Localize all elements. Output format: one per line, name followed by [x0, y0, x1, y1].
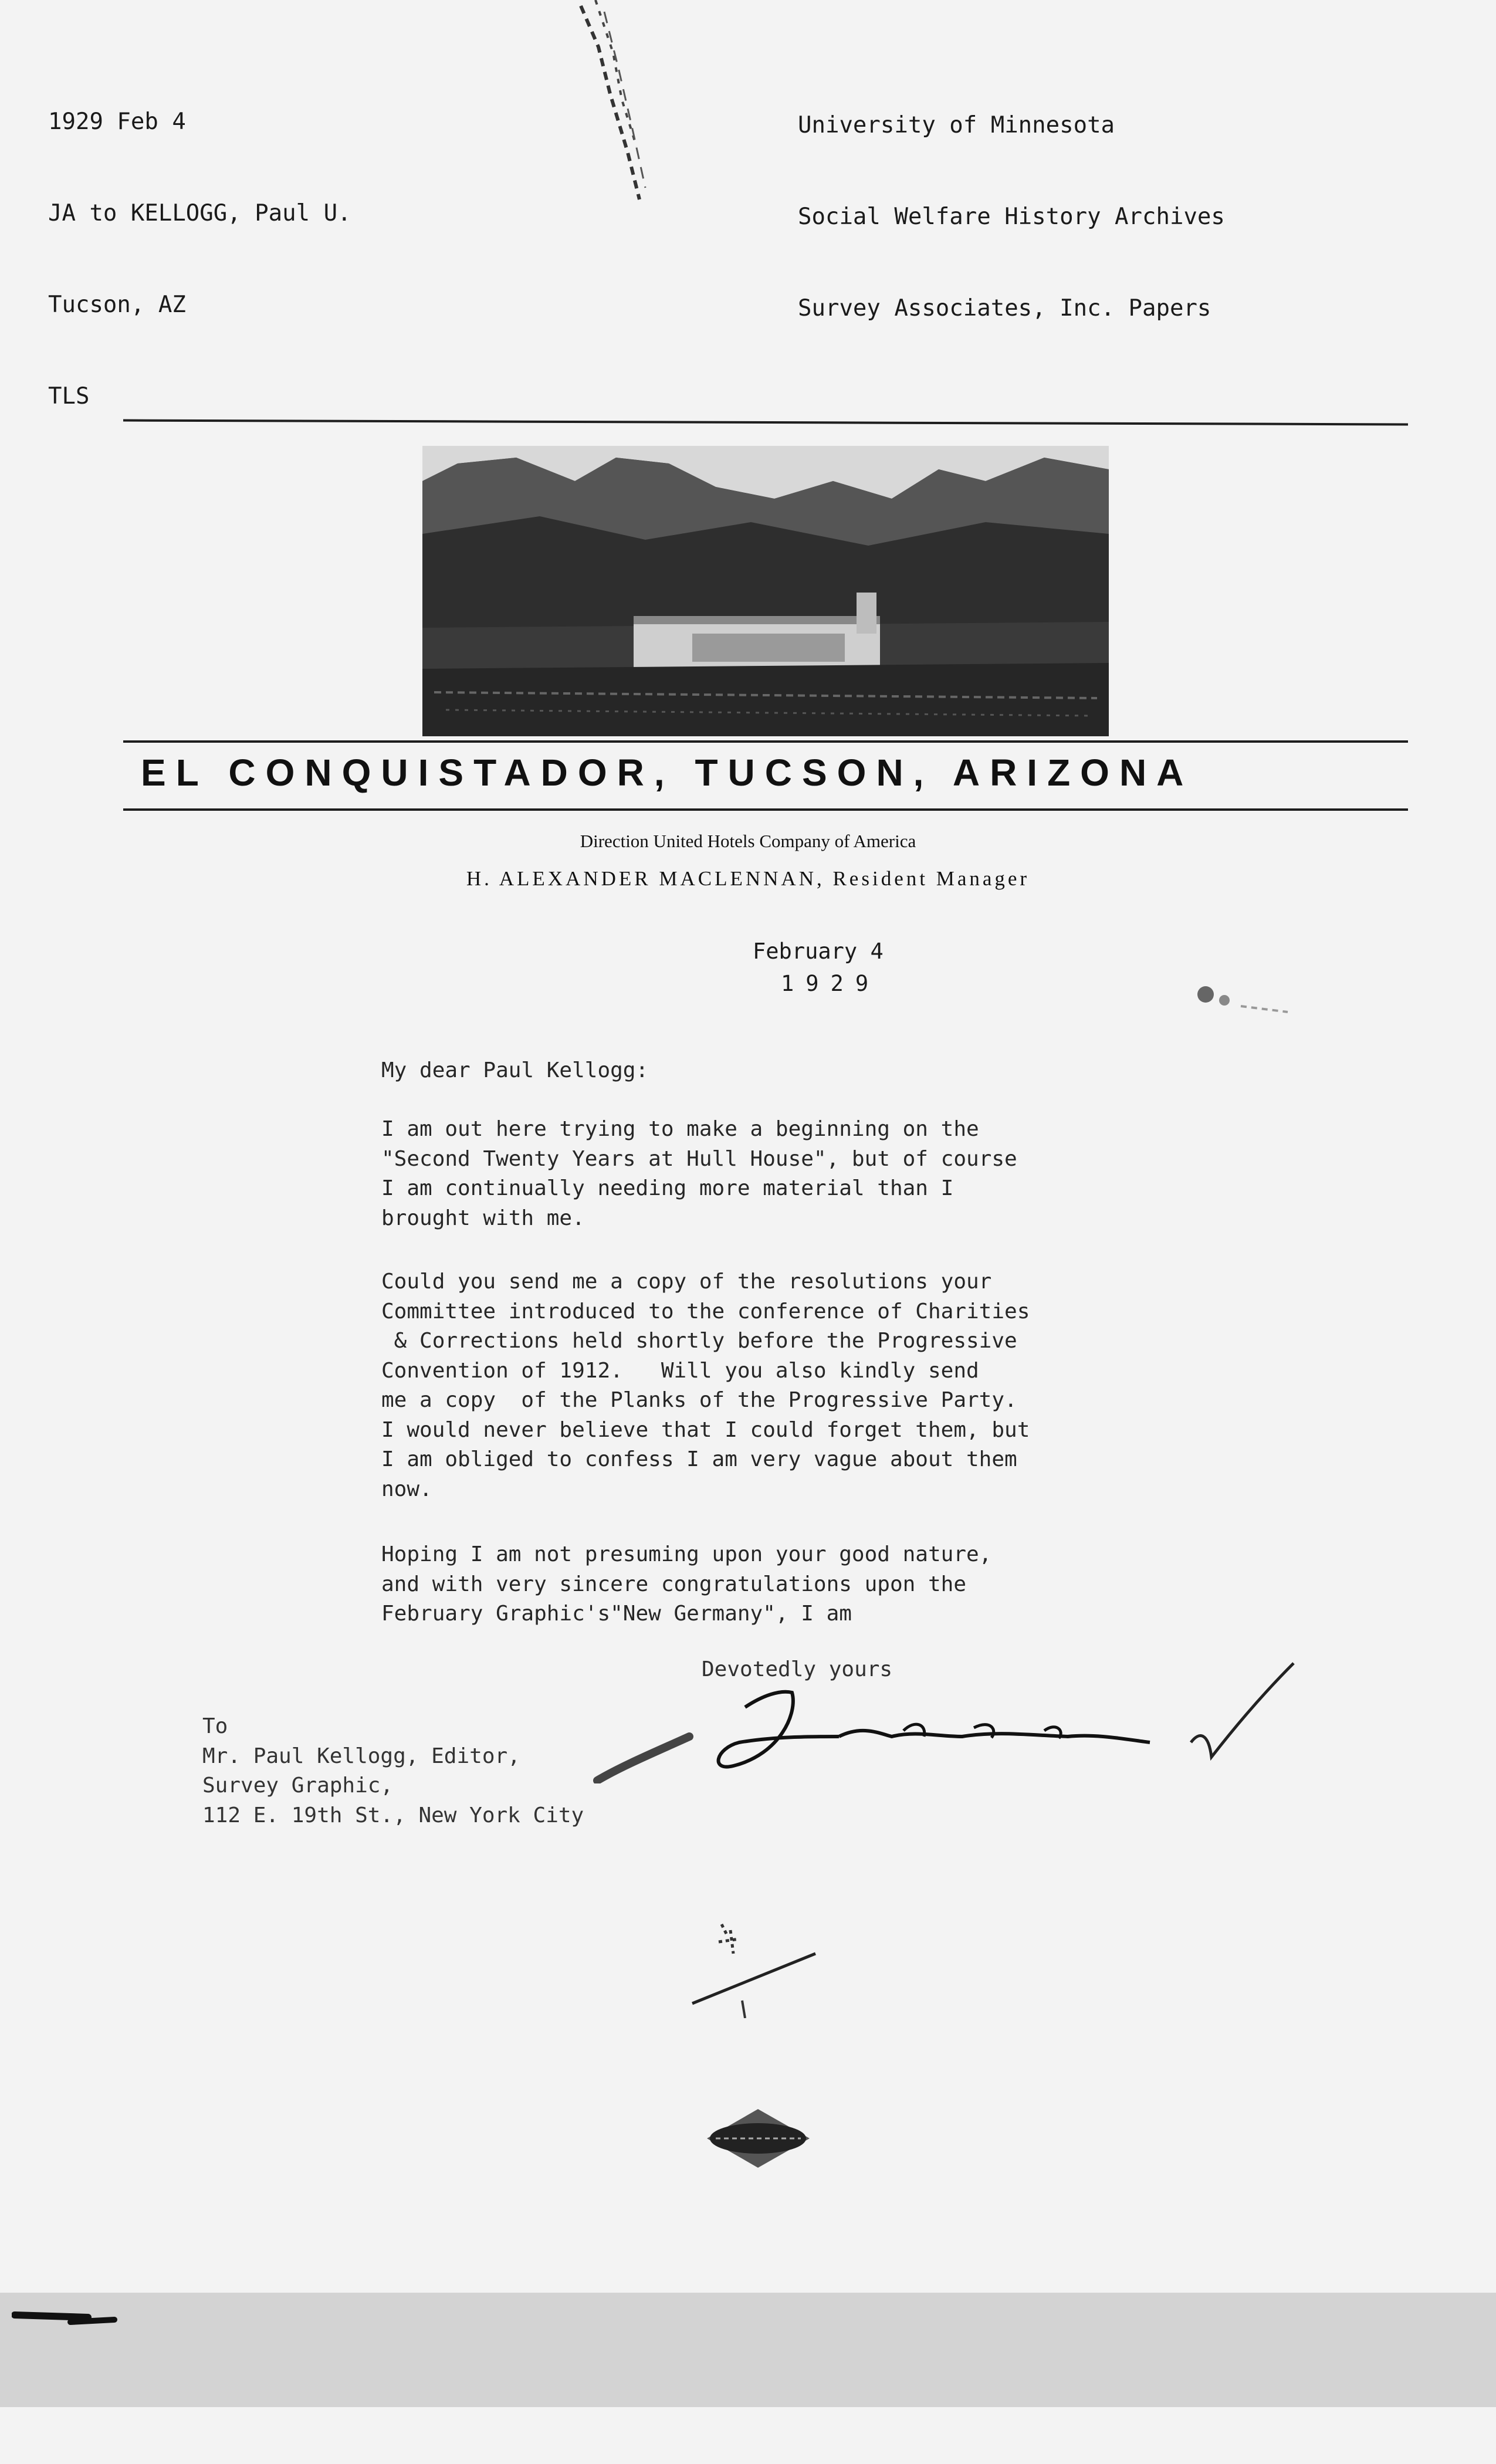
citation-correspondents: JA to KELLOGG, Paul U. — [48, 200, 351, 226]
archive-citation — [48, 46, 351, 442]
pen-mark — [12, 2304, 117, 2328]
union-label-logo — [704, 2106, 813, 2171]
letter-paragraph-2: Could you send me a copy of the resolutions your Committee introduced to the conference of Charities & Corrections held shortly before the Progressive Convention of 1912. Will you also kindly send me a copy of the Planks of the Progressive Party. I would never believe that I could forget them, but I am obliged to confess I am very vague about them now. — [381, 1270, 1030, 1501]
resident-manager: H. ALEXANDER MACLENNAN, Resident Manager — [466, 867, 1030, 890]
scan-bottom-band — [0, 2293, 1496, 2407]
source-collection: Survey Associates, Inc. Papers — [798, 295, 1211, 321]
hotel-name: EL CONQUISTADOR, TUCSON, ARIZONA — [141, 752, 1194, 794]
hotel-landscape-illustration — [422, 446, 1109, 736]
archive-source — [798, 49, 1225, 354]
handwritten-mark — [686, 1913, 821, 2018]
source-archive: Social Welfare History Archives — [798, 204, 1225, 230]
handwritten-signature — [587, 1649, 1308, 1783]
letter-paragraph-1: I am out here trying to make a beginning on the "Second Twenty Years at Hull House", but of course I am continually needing more material than I brought with me. — [381, 1117, 1017, 1230]
citation-type: TLS — [48, 383, 90, 409]
ink-mark — [1188, 977, 1294, 1018]
letter-year: 1929 — [781, 971, 881, 996]
addressee-block: To Mr. Paul Kellogg, Editor, Survey Graphic, 112 E. 19th St., New York City — [202, 1714, 584, 1827]
ink-smudge — [563, 0, 657, 211]
letterhead-title-bottom-rule — [123, 808, 1408, 811]
letter-date: February 4 — [753, 939, 884, 964]
source-university: University of Minnesota — [798, 112, 1115, 138]
citation-date: 1929 Feb 4 — [48, 109, 186, 135]
hotel-direction: Direction United Hotels Company of America — [580, 831, 916, 851]
citation-place: Tucson, AZ — [48, 292, 186, 318]
letterhead-title-top-rule — [123, 740, 1408, 743]
closing: Devotedly yours — [702, 1657, 893, 1681]
letter-paragraph-3: Hoping I am not presuming upon your good nature, and with very sincere congratulations upon the February Graphic's"New Germany", I am — [381, 1542, 992, 1626]
salutation: My dear Paul Kellogg: — [381, 1058, 649, 1082]
